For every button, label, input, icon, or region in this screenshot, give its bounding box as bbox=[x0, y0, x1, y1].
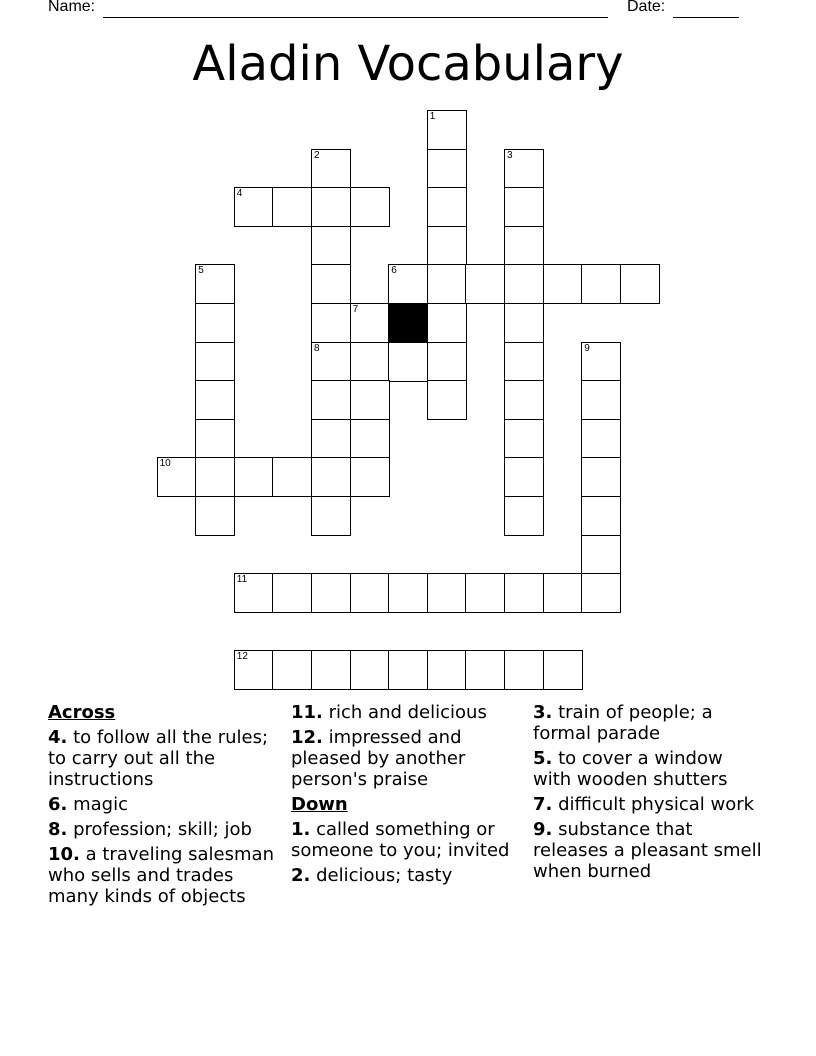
grid-cell[interactable] bbox=[311, 573, 351, 613]
grid-cell[interactable] bbox=[504, 226, 544, 266]
grid-cell[interactable] bbox=[311, 226, 351, 266]
clue-text: a traveling salesman who sells and trades many kinds of objects bbox=[48, 844, 274, 907]
across-clue-12 bbox=[291, 727, 521, 790]
grid-cell[interactable] bbox=[465, 650, 505, 690]
grid-cell[interactable] bbox=[195, 496, 235, 536]
grid-cell[interactable] bbox=[311, 650, 351, 690]
grid-cell[interactable] bbox=[427, 650, 467, 690]
grid-cell[interactable] bbox=[234, 457, 274, 497]
grid-cell[interactable] bbox=[195, 264, 235, 304]
grid-cell[interactable] bbox=[311, 264, 351, 304]
clue-column-2 bbox=[291, 702, 521, 890]
across-clue-4 bbox=[48, 727, 278, 790]
grid-cell[interactable] bbox=[427, 226, 467, 266]
grid-cell[interactable] bbox=[234, 573, 274, 613]
down-clue-5 bbox=[533, 748, 763, 790]
grid-cell[interactable] bbox=[427, 342, 467, 382]
clue-number: 5. bbox=[533, 748, 553, 769]
clue-text: rich and delicious bbox=[322, 702, 487, 723]
grid-cell[interactable] bbox=[272, 187, 312, 227]
across-clue-10 bbox=[48, 844, 278, 907]
grid-cell[interactable] bbox=[311, 187, 351, 227]
grid-cell[interactable] bbox=[427, 380, 467, 420]
grid-cell[interactable] bbox=[620, 264, 660, 304]
across-clue-6 bbox=[48, 794, 278, 815]
grid-cell[interactable] bbox=[311, 457, 351, 497]
grid-cell[interactable] bbox=[388, 650, 428, 690]
clue-number: 8. bbox=[48, 819, 68, 840]
grid-cell[interactable] bbox=[311, 380, 351, 420]
clue-text: to cover a window with wooden shutters bbox=[533, 748, 728, 790]
grid-cell[interactable] bbox=[195, 419, 235, 459]
clue-number-label: 7 bbox=[352, 304, 359, 315]
page-title: Aladin Vocabulary bbox=[192, 36, 624, 92]
grid-cell[interactable] bbox=[504, 457, 544, 497]
clue-number-label: 1 bbox=[429, 111, 436, 122]
grid-cell[interactable] bbox=[311, 303, 351, 343]
clue-text: substance that releases a pleasant smell when burned bbox=[533, 819, 762, 882]
clue-number: 10. bbox=[48, 844, 80, 865]
grid-cell[interactable] bbox=[350, 342, 390, 382]
across-clue-8 bbox=[48, 819, 278, 840]
grid-cell[interactable] bbox=[581, 496, 621, 536]
across-clue-11 bbox=[291, 702, 521, 723]
grid-cell[interactable] bbox=[350, 187, 390, 227]
clue-text: difficult physical work bbox=[552, 794, 755, 815]
down-clue-2 bbox=[291, 865, 521, 886]
grid-cell[interactable] bbox=[350, 573, 390, 613]
clue-text: train of people; a formal parade bbox=[533, 702, 713, 744]
grid-cell[interactable] bbox=[427, 110, 467, 150]
clue-number: 6. bbox=[48, 794, 68, 815]
clue-number: 9. bbox=[533, 819, 553, 840]
grid-cell[interactable] bbox=[581, 573, 621, 613]
grid-cell[interactable] bbox=[543, 264, 583, 304]
clue-number-label: 4 bbox=[236, 188, 243, 200]
clue-number: 12. bbox=[291, 727, 323, 748]
clue-number: 2. bbox=[291, 865, 311, 886]
across-heading: Across bbox=[48, 702, 116, 723]
grid-cell[interactable] bbox=[311, 496, 351, 536]
clue-number-label: 11 bbox=[236, 574, 248, 586]
grid-cell[interactable] bbox=[581, 264, 621, 304]
grid-cell[interactable] bbox=[504, 187, 544, 227]
down-clue-9 bbox=[533, 819, 763, 882]
grid-cell[interactable] bbox=[427, 149, 467, 189]
clue-text: delicious; tasty bbox=[310, 865, 453, 886]
clue-number: 4. bbox=[48, 727, 68, 748]
clue-number-label: 12 bbox=[236, 651, 248, 663]
grid-cell[interactable] bbox=[350, 457, 390, 497]
grid-cell[interactable] bbox=[195, 342, 235, 382]
grid-cell[interactable] bbox=[504, 342, 544, 382]
clue-number: 1. bbox=[291, 819, 311, 840]
clue-column-1 bbox=[48, 702, 278, 911]
grid-cell[interactable] bbox=[504, 573, 544, 613]
grid-cell[interactable] bbox=[311, 342, 351, 382]
grid-cell[interactable] bbox=[195, 457, 235, 497]
grid-cell[interactable] bbox=[465, 264, 505, 304]
clue-number-label: 3 bbox=[507, 149, 513, 161]
black-cell bbox=[388, 303, 428, 343]
clue-number-label: 8 bbox=[314, 342, 320, 354]
clue-number-label: 9 bbox=[584, 342, 590, 354]
grid-cell[interactable] bbox=[311, 419, 351, 459]
clue-number-label: 10 bbox=[159, 458, 171, 470]
grid-cell[interactable] bbox=[581, 457, 621, 497]
clue-text: profession; skill; job bbox=[67, 819, 252, 840]
grid-cell[interactable] bbox=[581, 342, 621, 382]
grid-cell[interactable] bbox=[350, 419, 390, 459]
grid-cell[interactable] bbox=[427, 303, 467, 343]
grid-cell[interactable] bbox=[427, 187, 467, 227]
grid-cell[interactable] bbox=[234, 187, 274, 227]
grid-cell[interactable] bbox=[350, 650, 390, 690]
grid-cell[interactable] bbox=[504, 496, 544, 536]
grid-cell[interactable] bbox=[388, 342, 428, 382]
clue-number-label: 2 bbox=[314, 149, 320, 161]
grid-cell[interactable] bbox=[388, 573, 428, 613]
grid-cell[interactable] bbox=[543, 573, 583, 613]
clue-text: to follow all the rules; to carry out all the instructions bbox=[48, 727, 269, 790]
grid-cell[interactable] bbox=[581, 535, 621, 575]
clue-number-label: 5 bbox=[198, 265, 204, 277]
grid-cell[interactable] bbox=[504, 264, 544, 304]
down-clue-7 bbox=[533, 794, 763, 815]
grid-cell[interactable] bbox=[465, 573, 505, 613]
clue-number: 11. bbox=[291, 702, 323, 723]
down-clue-3 bbox=[533, 702, 763, 744]
grid-cell[interactable] bbox=[581, 419, 621, 459]
grid-cell[interactable] bbox=[272, 650, 312, 690]
grid-cell[interactable] bbox=[388, 264, 428, 304]
clue-number-label: 6 bbox=[391, 265, 397, 277]
grid-cell[interactable] bbox=[581, 380, 621, 420]
grid-cell[interactable] bbox=[504, 149, 544, 189]
down-clue-1 bbox=[291, 819, 521, 861]
grid-cell[interactable] bbox=[195, 303, 235, 343]
grid-cell[interactable] bbox=[350, 303, 390, 343]
grid-cell[interactable] bbox=[427, 573, 467, 613]
grid-cell[interactable] bbox=[504, 303, 544, 343]
grid-cell[interactable] bbox=[504, 650, 544, 690]
grid-cell[interactable] bbox=[504, 419, 544, 459]
date-label: Date: bbox=[627, 0, 666, 15]
clue-text: magic bbox=[67, 794, 128, 815]
down-heading: Down bbox=[291, 794, 348, 815]
clue-text: impressed and pleased by another person's praise bbox=[291, 727, 466, 790]
grid-cell[interactable] bbox=[272, 457, 312, 497]
grid-cell[interactable] bbox=[427, 264, 467, 304]
grid-cell[interactable] bbox=[350, 380, 390, 420]
clue-number: 7. bbox=[533, 794, 553, 815]
clue-number: 3. bbox=[533, 702, 553, 723]
grid-cell[interactable] bbox=[504, 380, 544, 420]
clue-text: called something or someone to you; invited bbox=[291, 819, 510, 861]
grid-cell[interactable] bbox=[272, 573, 312, 613]
clue-column-3 bbox=[533, 702, 763, 886]
grid-cell[interactable] bbox=[311, 149, 351, 189]
grid-cell[interactable] bbox=[195, 380, 235, 420]
grid-cell[interactable] bbox=[234, 650, 274, 690]
name-label: Name: bbox=[48, 0, 96, 15]
grid-cell[interactable] bbox=[157, 457, 197, 497]
grid-cell[interactable] bbox=[543, 650, 583, 690]
